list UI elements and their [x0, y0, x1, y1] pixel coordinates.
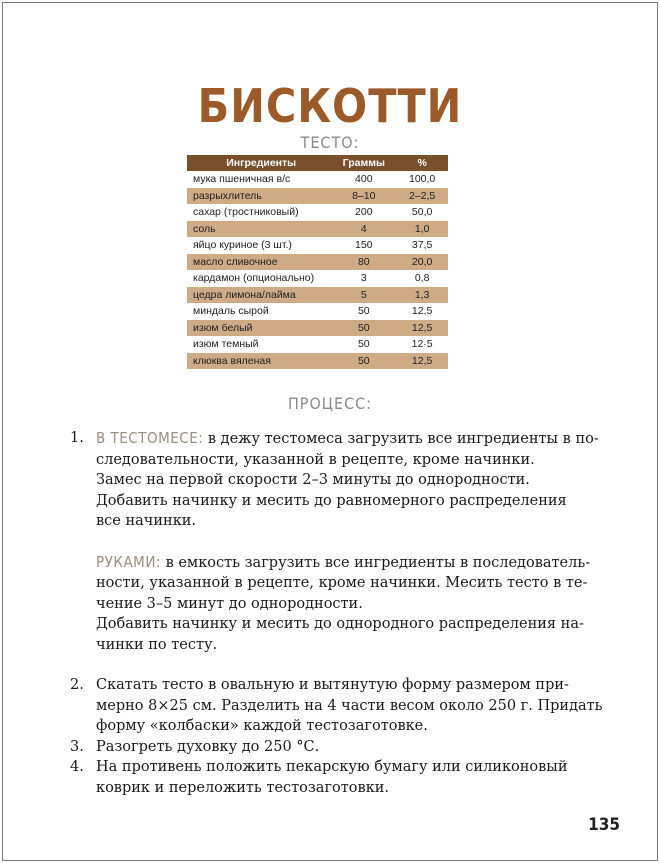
cell-grams: 8–10	[331, 188, 396, 205]
cell-percent: 50,0	[411, 206, 433, 219]
cell-ingredient: масло сливочное	[187, 254, 331, 271]
cell-percent: 2–2,5	[396, 188, 448, 205]
step-2	[60, 675, 603, 737]
table-row	[187, 171, 448, 188]
table-row	[187, 204, 448, 221]
cell-grams: 200	[355, 206, 373, 219]
table-row	[187, 188, 448, 205]
step-line: форму «колбаски» каждой тестозаготовке.	[96, 718, 428, 734]
step-line: следовательности, указанной в рецепте, кроме начинки.	[96, 451, 535, 468]
recipe-title: БИСКОТТИ	[197, 79, 463, 133]
step-text: в дежу тестомеса загрузить все ингредиенты в по-	[203, 431, 599, 447]
dough-heading: ТЕСТО:	[300, 133, 360, 152]
step-number: 2.	[70, 677, 84, 693]
cell-ingredient: цедра лимона/лайма	[187, 287, 331, 304]
cell-ingredient: кардамон (опционально)	[193, 272, 315, 285]
cell-ingredient: изюм темный	[193, 338, 259, 351]
step-line: Добавить начинку и месить до однородного распределения на-	[96, 616, 584, 632]
cell-percent: 100,0	[408, 173, 436, 186]
process-steps	[60, 428, 603, 798]
table-row	[187, 320, 448, 337]
cell-ingredient: разрыхлитель	[187, 188, 331, 205]
page-number: 135	[588, 815, 620, 835]
cell-ingredient: миндаль сырой	[193, 305, 269, 318]
cell-grams: 50	[331, 353, 396, 370]
step-line: коврик и переложить тестозаготовки.	[96, 779, 390, 796]
step-line: ности, указанной в рецепте, кроме начинки. Месить тесто в те-	[96, 575, 588, 591]
step-line: чинки по тесту.	[96, 636, 218, 653]
step-text: в емкость загрузить все ингредиенты в последователь-	[160, 554, 591, 571]
cell-percent: 37,5	[411, 239, 433, 252]
cell-ingredient: сахар (тростниковый)	[193, 206, 299, 219]
step-label-hands: РУКАМИ:	[96, 552, 161, 571]
step-label-mixer: В ТЕСТОМЕСЕ:	[96, 429, 204, 447]
cell-grams: 3	[360, 272, 367, 285]
cell-percent: 1,3	[396, 287, 448, 304]
cell-ingredient: изюм белый	[187, 320, 331, 337]
step-1	[60, 428, 600, 655]
cell-grams: 4	[331, 221, 396, 238]
cell-grams: 400	[355, 173, 373, 186]
cell-grams: 50	[357, 305, 370, 318]
spacer	[60, 655, 600, 675]
cell-grams: 50	[357, 338, 370, 351]
cell-percent: 12,5	[411, 305, 433, 318]
cell-percent: 0,8	[414, 272, 430, 285]
step-number: 1.	[70, 430, 84, 446]
step-number: 4.	[70, 759, 84, 775]
header-percent: %	[396, 155, 448, 171]
table-row	[187, 303, 448, 320]
table-row	[187, 353, 448, 370]
table-row	[187, 336, 448, 353]
cell-ingredient: клюква вяленая	[187, 353, 331, 370]
header-ingredients: Ингредиенты	[187, 155, 331, 171]
spacer	[96, 532, 600, 552]
step-4	[60, 757, 600, 798]
table-row	[187, 270, 448, 287]
cell-grams: 150	[355, 239, 373, 252]
cell-grams: 5	[331, 287, 396, 304]
step-line: Добавить начинку и месить до равномерного распределения	[96, 492, 567, 509]
cell-grams: 50	[331, 320, 396, 337]
table-row	[187, 237, 448, 254]
ingredients-table	[187, 155, 448, 369]
cell-ingredient: мука пшеничная в/с	[193, 173, 291, 186]
cell-ingredient: соль	[187, 221, 331, 238]
table-row	[187, 287, 448, 304]
table-row	[187, 221, 448, 238]
cell-percent: 12,5	[396, 353, 448, 370]
step-line: Разогреть духовку до 250 °С.	[96, 738, 320, 755]
process-heading: ПРОЦЕСС:	[287, 394, 373, 413]
cell-percent: 12·5	[411, 338, 433, 351]
header-grams: Граммы	[331, 155, 396, 171]
table-header-row	[187, 155, 448, 171]
cell-percent: 1,0	[396, 221, 448, 238]
step-line: Замес на первой скорости 2–3 минуты до однородности.	[96, 472, 530, 488]
step-line: чение 3–5 минут до однородности.	[96, 595, 363, 612]
table-row	[187, 254, 448, 271]
cell-percent: 20,0	[396, 254, 448, 271]
cell-ingredient: яйцо куриное (3 шт.)	[193, 239, 292, 252]
step-line: Скатать тесто в овальную и вытянутую форму размером при-	[96, 677, 569, 693]
cell-grams: 80	[331, 254, 396, 271]
step-line: На противень положить пекарскую бумагу или силиконовый	[96, 759, 568, 775]
step-line: мерно 8×25 см. Разделить на 4 части весом около 250 г. Придать	[96, 697, 603, 714]
step-number: 3.	[70, 738, 84, 755]
step-line	[96, 428, 600, 450]
step-line: все начинки.	[96, 513, 197, 529]
cell-percent: 12,5	[396, 320, 448, 337]
step-3	[60, 737, 600, 758]
step-line	[96, 552, 600, 574]
